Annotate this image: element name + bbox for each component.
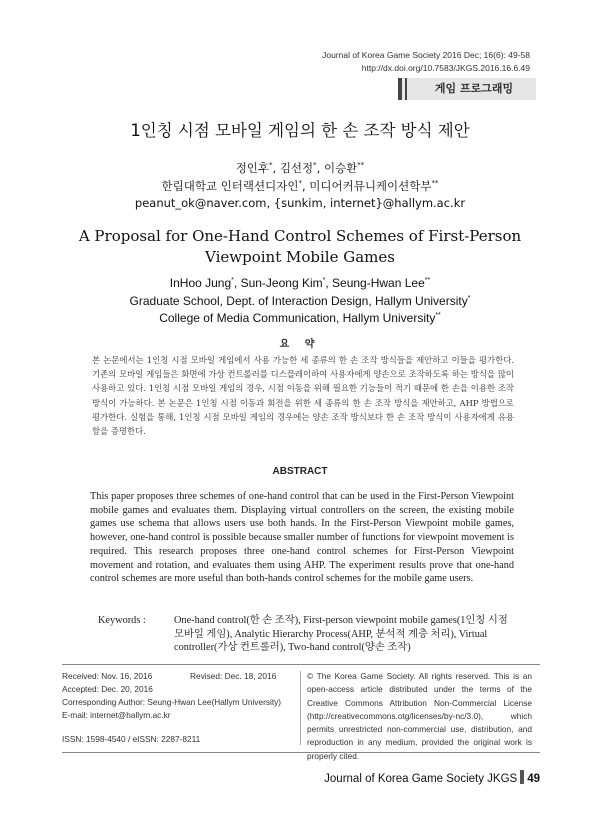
affiliation-mark: **	[431, 179, 439, 188]
footer-journal: Journal of Korea Game Society JKGS	[324, 773, 518, 785]
accepted-date: Accepted: Dec. 20, 2016	[62, 684, 153, 694]
author-name: Sun-Jeong Kim	[240, 276, 323, 290]
affiliation-english-1	[0, 294, 600, 308]
affiliation-text: 미디어커뮤니케이션학부	[309, 179, 432, 193]
category-marker-thin	[405, 78, 407, 100]
affiliation-mark: *	[231, 277, 234, 284]
issn: ISSN: 1598-4540 / eISSN: 2287-8211	[62, 734, 201, 744]
author-name: Seung-Hwan Lee	[332, 276, 425, 290]
affiliation-korean	[0, 178, 600, 194]
paper-title-korean: 1인칭 시점 모바일 게임의 한 손 조작 방식 제안	[130, 121, 470, 140]
corresponding-author: Corresponding Author: Seung-Hwan Lee(Hallym University)	[62, 697, 282, 707]
license-notice: © The Korea Game Society. All rights reserved. This is an open-access article distributed under the terms of the Creative Commons Attribution Non-Commercial License (http://creativecommons.otg/licenses/by-nc/3.0), which permits unrestricted non-commercial use, distribution, and reproduction in any medium, provided the original work is properly cited.	[307, 671, 532, 761]
separator: ,	[233, 276, 241, 290]
journal-citation: Journal of Korea Game Society 2016 Dec; 16(6): 49-58	[322, 50, 530, 60]
category-label: 게임 프로그래밍	[434, 82, 514, 95]
paper-title-english: A Proposal for One-Hand Control Schemes of First-Person Viewpoint Mobile Games	[78, 227, 522, 266]
affiliation-text: 한림대학교 인터랙션디자인	[161, 179, 299, 193]
affiliation-mark: *	[313, 161, 317, 170]
separator: ,	[272, 161, 280, 175]
abstract-korean-heading: 요 약	[279, 339, 321, 350]
footer-divider	[520, 770, 524, 784]
abstract-english: This paper proposes three schemes of one-hand control that can be used in the First-Person Viewpoint mobile games and evaluates them. Displaying virtual controllers on the screen, the existing mobile games use schema that allows users use both hands. In the First-Person Viewpoint mobile games, however, one-hand control is possible because smaller number of functions for viewpoint movement is required. This research proposes three one-hand control schemes for First-Person Viewpoint movement and rotation, and evaluates them using AHP. The experiment results prove that one-hand control schemes are more useful than both-hands control schemes for the mobile game users.	[90, 491, 514, 585]
affiliation-mark: *	[269, 161, 273, 170]
info-divider	[300, 671, 301, 745]
affiliation-mark: *	[298, 179, 302, 188]
authors-korean	[0, 160, 600, 176]
abstract-english-heading: ABSTRACT	[272, 466, 328, 477]
authors-english	[0, 276, 600, 290]
affiliation-text: Graduate School, Dept. of Interaction Design, Hallym University	[129, 294, 468, 308]
separator: ,	[301, 179, 310, 193]
author-emails[interactable]: peanut_ok@naver.com, {sunkim, internet}@hallym.ac.kr	[134, 196, 466, 210]
affiliation-mark: *	[467, 295, 471, 302]
page-footer	[324, 770, 540, 785]
affiliation-mark: **	[435, 312, 441, 319]
category-marker	[398, 78, 402, 100]
author-name: 이승환	[323, 161, 358, 175]
info-top-rule	[62, 664, 540, 665]
info-bottom-rule	[62, 752, 540, 753]
doi-link[interactable]: http://dx.doi.org/10.7583/JKGS.2016.16.6.49	[361, 63, 530, 73]
affiliation-text: College of Media Communication, Hallym University	[159, 311, 436, 325]
contact-email[interactable]: E-mail: internet@hallym.ac.kr	[62, 710, 171, 720]
revised-date: Revised: Dec. 18, 2016	[190, 671, 277, 681]
received-date: Received: Nov. 16, 2016	[62, 671, 153, 681]
author-name: InHoo Jung	[169, 276, 232, 290]
keywords-label: Keywords :	[98, 615, 146, 626]
separator: ,	[325, 276, 333, 290]
separator: ,	[316, 161, 324, 175]
author-name: 정인후	[235, 161, 270, 175]
affiliation-mark: *	[322, 277, 326, 284]
page-number: 49	[527, 773, 540, 785]
keywords-text: One-hand control(한 손 조작), First-person viewpoint mobile games(1인칭 시점 모바일 게임), Analytic Hierarchy Process(AHP, 분석적 계층 처리), Virtual controller(가상 컨트롤러), Two-hand control(양손 조작)	[174, 615, 508, 654]
abstract-korean: 본 논문에서는 1인칭 시점 모바일 게임에서 사용 가능한 세 종류의 한 손 조작 방식들을 제안하고 이들을 평가한다. 기존의 모바일 게임들은 화면에 가상 컨트롤러를 디스플레이하여 사용자에게 양손으로 조작하도록 하는 방식을 많이 사용하고 있다. 1인칭 시점 모바일 게임의 경우, 시점 이동을 위해 필요한 기능들이 적기 때문에 한 손을 이용한 조작 방식이 가능하다. 본 논문은 1인칭 시점 이동과 회전을 위한 세 종류의 한 손 조작 방식을 제안하고, AHP 방법으로 평가한다. 실험을 통해, 1인칭 시점 모바일 게임의 경우에는 양손 조작 방식보다 한 손 조작 방식이 사용자에게 유용함을 증명한다.	[92, 355, 514, 437]
author-name: 김선정	[279, 161, 314, 175]
affiliation-mark: **	[424, 277, 431, 284]
affiliation-english-2	[0, 311, 600, 325]
affiliation-mark: **	[357, 161, 365, 170]
